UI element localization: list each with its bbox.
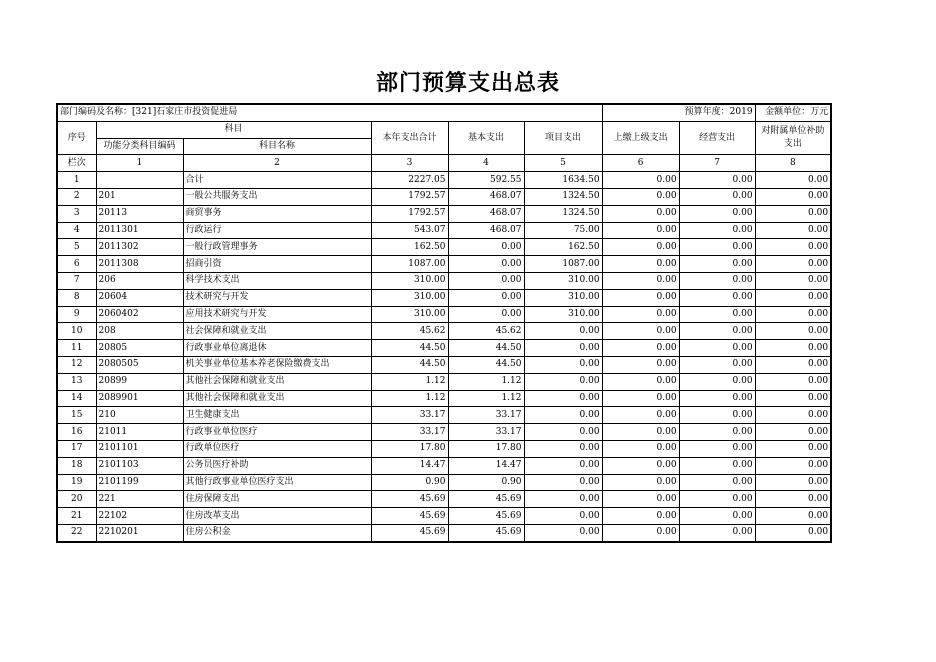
row-basic: 17.80 [448,440,524,457]
row-business: 0.00 [679,373,755,390]
header-seq: 序号 [57,121,96,155]
row-seq: 3 [57,205,96,222]
row-total: 1792.57 [371,188,448,205]
row-name: 其他社会保障和就业支出 [183,390,371,407]
row-subsidy: 0.00 [755,491,831,508]
col-index-2: 2 [183,155,371,172]
row-business: 0.00 [679,289,755,306]
header-basic: 基本支出 [448,121,524,155]
row-business: 0.00 [679,407,755,424]
row-seq: 14 [57,390,96,407]
row-code: 2210201 [96,524,183,541]
table-row [57,323,831,340]
row-subsidy: 0.00 [755,289,831,306]
row-basic: 592.55 [448,172,524,189]
table-row [57,508,831,525]
row-project: 75.00 [524,222,602,239]
row-code: 20805 [96,340,183,357]
row-basic: 44.50 [448,340,524,357]
row-project: 0.00 [524,524,602,541]
row-code: 2101101 [96,440,183,457]
row-name: 行政单位医疗 [183,440,371,457]
row-business: 0.00 [679,390,755,407]
row-name: 住房保障支出 [183,491,371,508]
row-name: 行政运行 [183,222,371,239]
row-upper: 0.00 [602,306,679,323]
row-total: 1.12 [371,390,448,407]
row-business: 0.00 [679,440,755,457]
row-code: 2089901 [96,390,183,407]
table-row [57,491,831,508]
row-total: 44.50 [371,340,448,357]
header-name: 科目名称 [183,138,371,155]
row-business: 0.00 [679,491,755,508]
row-name: 商贸事务 [183,205,371,222]
row-subsidy: 0.00 [755,188,831,205]
row-basic: 0.00 [448,306,524,323]
row-project: 0.00 [524,474,602,491]
row-basic: 14.47 [448,457,524,474]
row-seq: 1 [57,172,96,189]
row-total: 17.80 [371,440,448,457]
row-name: 技术研究与开发 [183,289,371,306]
row-basic: 0.00 [448,256,524,273]
row-upper: 0.00 [602,256,679,273]
row-total: 310.00 [371,306,448,323]
header-row-1 [57,121,831,138]
header-subject: 科目 [96,121,371,138]
row-name: 科学技术支出 [183,272,371,289]
row-name: 一般行政管理事务 [183,239,371,256]
row-total: 45.62 [371,323,448,340]
row-business: 0.00 [679,457,755,474]
row-basic: 0.90 [448,474,524,491]
row-basic: 33.17 [448,424,524,441]
table-row [57,440,831,457]
row-seq: 10 [57,323,96,340]
row-business: 0.00 [679,524,755,541]
row-seq: 16 [57,424,96,441]
row-name: 行政事业单位离退休 [183,340,371,357]
row-project: 0.00 [524,390,602,407]
row-upper: 0.00 [602,524,679,541]
row-name: 社会保障和就业支出 [183,323,371,340]
row-code: 2011302 [96,239,183,256]
row-subsidy: 0.00 [755,508,831,525]
row-basic: 0.00 [448,289,524,306]
row-name: 卫生健康支出 [183,407,371,424]
row-upper: 0.00 [602,457,679,474]
row-subsidy: 0.00 [755,272,831,289]
row-total: 1.12 [371,373,448,390]
row-project: 0.00 [524,323,602,340]
row-seq: 8 [57,289,96,306]
row-name: 其他社会保障和就业支出 [183,373,371,390]
col-index-1: 1 [96,155,183,172]
row-project: 1324.50 [524,188,602,205]
row-project: 0.00 [524,340,602,357]
row-code: 2101199 [96,474,183,491]
row-upper: 0.00 [602,188,679,205]
row-seq: 21 [57,508,96,525]
row-name: 应用技术研究与开发 [183,306,371,323]
row-code: 21011 [96,424,183,441]
row-project: 310.00 [524,289,602,306]
row-code: 2011301 [96,222,183,239]
row-total: 45.69 [371,491,448,508]
row-code: 20113 [96,205,183,222]
row-upper: 0.00 [602,390,679,407]
row-project: 0.00 [524,356,602,373]
row-total: 310.00 [371,272,448,289]
row-upper: 0.00 [602,474,679,491]
row-business: 0.00 [679,272,755,289]
table-row [57,407,831,424]
row-subsidy: 0.00 [755,172,831,189]
row-business: 0.00 [679,172,755,189]
row-upper: 0.00 [602,440,679,457]
row-basic: 1.12 [448,390,524,407]
table-row [57,390,831,407]
row-seq: 11 [57,340,96,357]
row-upper: 0.00 [602,491,679,508]
row-name: 一般公共服务支出 [183,188,371,205]
row-code: 2011308 [96,256,183,273]
row-project: 1324.50 [524,205,602,222]
row-seq: 22 [57,524,96,541]
row-seq: 5 [57,239,96,256]
table-row [57,306,831,323]
amount-unit: 金额单位：万元 [755,104,831,121]
row-basic: 45.62 [448,323,524,340]
table-row [57,474,831,491]
col-index-7: 7 [679,155,755,172]
row-business: 0.00 [679,256,755,273]
row-business: 0.00 [679,424,755,441]
row-basic: 1.12 [448,373,524,390]
row-upper: 0.00 [602,356,679,373]
row-code: 206 [96,272,183,289]
row-seq: 7 [57,272,96,289]
row-name: 住房改革支出 [183,508,371,525]
row-subsidy: 0.00 [755,524,831,541]
row-code: 2101103 [96,457,183,474]
row-subsidy: 0.00 [755,222,831,239]
row-code [96,172,183,189]
row-name: 招商引资 [183,256,371,273]
row-name: 公务员医疗补助 [183,457,371,474]
row-project: 310.00 [524,272,602,289]
row-project: 0.00 [524,407,602,424]
row-upper: 0.00 [602,323,679,340]
row-basic: 45.69 [448,508,524,525]
col-index-6: 6 [602,155,679,172]
row-total: 33.17 [371,407,448,424]
col-index-5: 5 [524,155,602,172]
row-basic: 45.69 [448,524,524,541]
row-project: 1087.00 [524,256,602,273]
row-total: 14.47 [371,457,448,474]
row-upper: 0.00 [602,222,679,239]
header-total: 本年支出合计 [371,121,448,155]
row-basic: 0.00 [448,239,524,256]
row-basic: 33.17 [448,407,524,424]
row-subsidy: 0.00 [755,407,831,424]
row-upper: 0.00 [602,239,679,256]
row-seq: 18 [57,457,96,474]
budget-year: 预算年度：2019 [602,104,755,121]
table-row [57,239,831,256]
table-row [57,205,831,222]
row-total: 162.50 [371,239,448,256]
row-basic: 468.07 [448,205,524,222]
row-business: 0.00 [679,474,755,491]
page-title: 部门预算支出总表 [375,71,560,96]
row-business: 0.00 [679,222,755,239]
row-seq: 4 [57,222,96,239]
table-row [57,457,831,474]
row-code: 210 [96,407,183,424]
row-total: 543.07 [371,222,448,239]
row-seq: 13 [57,373,96,390]
header-project: 项目支出 [524,121,602,155]
table-row [57,172,831,189]
row-subsidy: 0.00 [755,440,831,457]
budget-table [56,103,832,543]
row-subsidy: 0.00 [755,340,831,357]
row-total: 33.17 [371,424,448,441]
row-total: 1087.00 [371,256,448,273]
row-seq: 9 [57,306,96,323]
row-project: 0.00 [524,424,602,441]
table-row [57,424,831,441]
header-upper: 上缴上级支出 [602,121,679,155]
row-upper: 0.00 [602,172,679,189]
row-upper: 0.00 [602,272,679,289]
row-subsidy: 0.00 [755,457,831,474]
row-code: 221 [96,491,183,508]
row-project: 0.00 [524,440,602,457]
meta-row [57,104,831,121]
row-basic: 468.07 [448,188,524,205]
row-code: 20604 [96,289,183,306]
col-index-4: 4 [448,155,524,172]
dept-name: 部门编码及名称：[321]石家庄市投资促进局 [57,104,602,121]
row-subsidy: 0.00 [755,205,831,222]
row-business: 0.00 [679,356,755,373]
row-upper: 0.00 [602,407,679,424]
table-row [57,356,831,373]
row-business: 0.00 [679,306,755,323]
row-project: 0.00 [524,491,602,508]
row-upper: 0.00 [602,508,679,525]
row-business: 0.00 [679,188,755,205]
table-row [57,524,831,541]
row-business: 0.00 [679,340,755,357]
row-subsidy: 0.00 [755,256,831,273]
table-row [57,256,831,273]
row-upper: 0.00 [602,373,679,390]
table-row [57,222,831,239]
row-project: 1634.50 [524,172,602,189]
row-seq: 15 [57,407,96,424]
table-row [57,272,831,289]
row-seq: 17 [57,440,96,457]
row-subsidy: 0.00 [755,474,831,491]
row-total: 2227.05 [371,172,448,189]
row-business: 0.00 [679,508,755,525]
row-seq: 20 [57,491,96,508]
header-code: 功能分类科目编码 [96,138,183,155]
row-business: 0.00 [679,323,755,340]
row-basic: 0.00 [448,272,524,289]
row-subsidy: 0.00 [755,390,831,407]
row-project: 0.00 [524,373,602,390]
row-upper: 0.00 [602,424,679,441]
row-subsidy: 0.00 [755,424,831,441]
row-total: 45.69 [371,508,448,525]
row-total: 310.00 [371,289,448,306]
row-code: 208 [96,323,183,340]
table-row [57,289,831,306]
header-subsidy: 对附属单位补助支出 [755,121,831,155]
header-business: 经营支出 [679,121,755,155]
row-code: 2080505 [96,356,183,373]
row-name: 合计 [183,172,371,189]
table-row [57,340,831,357]
row-code: 2060402 [96,306,183,323]
row-subsidy: 0.00 [755,239,831,256]
row-subsidy: 0.00 [755,356,831,373]
table-row [57,188,831,205]
column-index-row [57,155,831,172]
row-subsidy: 0.00 [755,323,831,340]
row-code: 22102 [96,508,183,525]
col-index-label: 栏次 [57,155,96,172]
row-name: 其他行政事业单位医疗支出 [183,474,371,491]
row-basic: 468.07 [448,222,524,239]
row-business: 0.00 [679,205,755,222]
row-code: 20899 [96,373,183,390]
row-project: 310.00 [524,306,602,323]
row-name: 住房公积金 [183,524,371,541]
row-upper: 0.00 [602,289,679,306]
col-index-3: 3 [371,155,448,172]
row-basic: 45.69 [448,491,524,508]
row-name: 行政事业单位医疗 [183,424,371,441]
row-business: 0.00 [679,239,755,256]
row-seq: 6 [57,256,96,273]
row-basic: 44.50 [448,356,524,373]
row-total: 0.90 [371,474,448,491]
row-total: 44.50 [371,356,448,373]
row-project: 162.50 [524,239,602,256]
row-subsidy: 0.00 [755,306,831,323]
row-name: 机关事业单位基本养老保险缴费支出 [183,356,371,373]
table-row [57,373,831,390]
row-seq: 2 [57,188,96,205]
row-seq: 12 [57,356,96,373]
row-project: 0.00 [524,508,602,525]
row-subsidy: 0.00 [755,373,831,390]
row-code: 201 [96,188,183,205]
row-upper: 0.00 [602,340,679,357]
row-seq: 19 [57,474,96,491]
row-total: 45.69 [371,524,448,541]
row-upper: 0.00 [602,205,679,222]
row-project: 0.00 [524,457,602,474]
col-index-8: 8 [755,155,831,172]
row-total: 1792.57 [371,205,448,222]
